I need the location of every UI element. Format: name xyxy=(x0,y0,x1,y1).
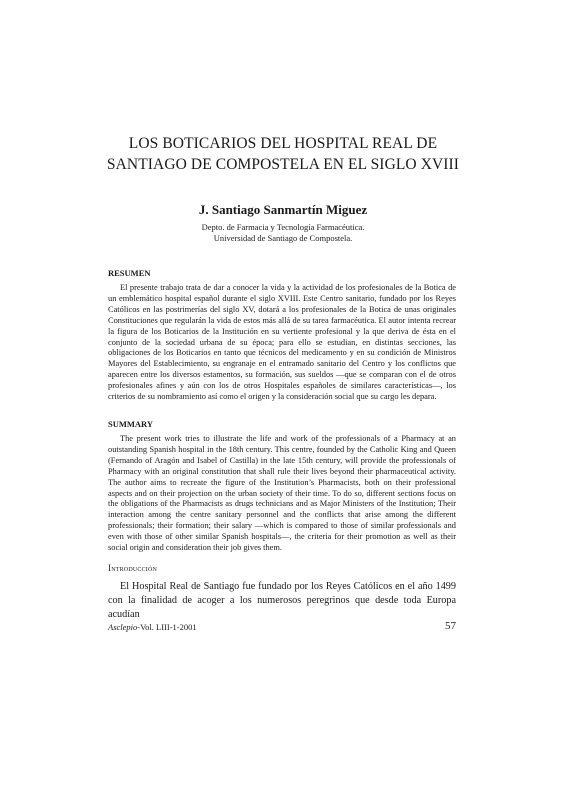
journal-volume: -Vol. LIII-1-2001 xyxy=(137,622,197,632)
article-title-line-2: SANTIAGO DE COMPOSTELA EN EL SIGLO XVIII xyxy=(106,156,460,173)
page-footer xyxy=(108,622,456,632)
author-affiliation xyxy=(60,222,506,244)
summary-paragraph: The present work tries to illustrate the life and work of the professionals of a Pharmacy at an outstanding Spanish hospital in the 18th century. This centre, founded by the Catholic King and Queen (Fernando of Aragón and Isabel of Castilla) in the late 15th century, will provide the professionals of Pharmacy with an original constitution that shall rule their lives beyond their pharmaceutical activity. The author aims to recreate the figure of the Institution’s Pharmacists, both on their professional aspects and on their projection on the urban society of their time. To do so, different sections focus on the obligations of the Pharmacists as drugs technicians and as Major Ministers of the Institution; Their interaction among the centre sanitary personnel and the conflicts that arise among the different professionals; their formation; their salary —which is compared to those of similar professionals and even with those of other similar Spanish hospitals—, the criteria for their promotion as well as their social origin and consideration their job gives them. xyxy=(108,434,456,553)
resumen-paragraph: El presente trabajo trata de dar a conocer la vida y la actividad de los profesionales de la Botica de un emblemático hospital español durante el siglo XVIII. Este Centro sanitario, fundado por los Reyes Católicos en las postrimerías del siglo XV, dotará a los profesionales de la Botica de unas originales Constituciones que regularán la vida de estos más allá de su tarea farmacéutica. El autor intenta recrear la figura de los Boticarios de la Institución en su vertiente profesional y la que deriva de ésta en el conjunto de la sociedad urbana de su época; para ello se estudian, en distintas secciones, las obligaciones de los Boticarios en tanto que técnicos del medicamento y en su condición de Ministros Mayores del Establecimiento, su engranaje en el entramado sanitario del Centro y los conflictos que aparecen entre los diversos estamentos, su formación, sus sueldos —que se comparan con el de otros profesionales afines y aún con los de otros Hospitales españoles de similares características—, los criterios de su nombramiento así como el origen y la consideración social que su cargo les depara. xyxy=(108,283,456,402)
page-number: 57 xyxy=(445,620,456,632)
introduccion-paragraph: El Hospital Real de Santiago fue fundado por los Reyes Católicos en el año 1499 con la finalidad de acoger a los numerosos peregrinos que desde toda Europa acudían xyxy=(108,581,456,620)
journal-citation xyxy=(108,622,197,632)
article-title xyxy=(60,133,506,175)
resumen-heading: RESUMEN xyxy=(108,268,151,278)
introduccion-heading: Introducción xyxy=(108,563,158,573)
affiliation-line-1: Depto. de Farmacia y Tecnología Farmacéutica. xyxy=(201,222,365,232)
author-name: J. Santiago Sanmartín Miguez xyxy=(198,202,368,217)
summary-heading: SUMMARY xyxy=(108,419,154,429)
journal-name: Asclepio xyxy=(108,622,138,632)
article-title-line-1: LOS BOTICARIOS DEL HOSPITAL REAL DE xyxy=(128,135,438,152)
affiliation-line-2: Universidad de Santiago de Compostela. xyxy=(213,233,353,243)
